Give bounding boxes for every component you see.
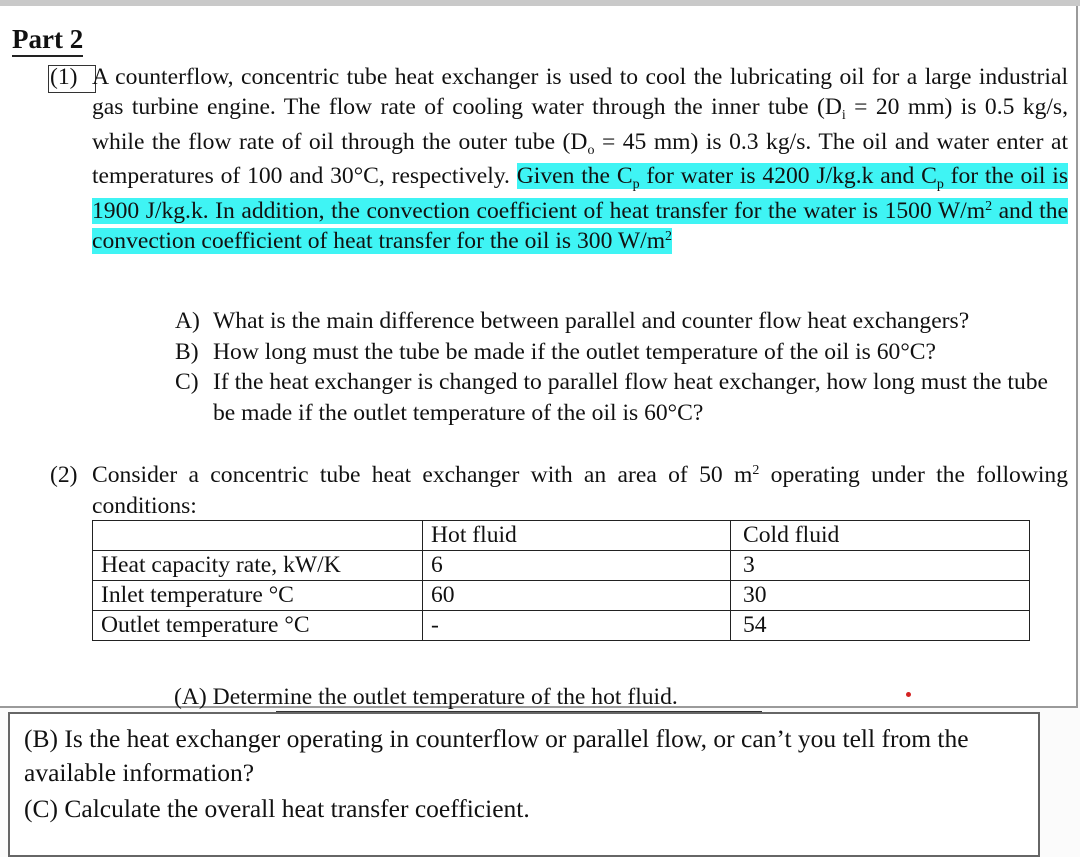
part-title: Part 2 [12,24,83,57]
table-cell: 60 [423,581,731,611]
red-dot-mark [906,692,911,697]
table-cell [93,521,423,551]
table-cell: - [423,611,731,641]
table-row [93,611,1030,641]
question-a: A) What is the main difference between parallel and counter flow heat exchangers? [175,308,970,334]
table-row [93,551,1030,581]
question-c: C) If the heat exchanger is changed to parallel flow heat exchanger, how long must the tube be made if the outlet temperature of the oil is 60°C? [175,369,1049,426]
table-cell: 6 [423,551,731,581]
table-row [93,581,1030,611]
problem-2-text: (2) Consider a concentric tube heat exchanger with an area of 50 $m^2$ operating under the following conditions: [50,462,1069,519]
problem-1-text: (1) A counterflow, concentric tube heat exchanger is used to cool the lubricating oil for a large industrial gas turbine engine. The flow rate of cooling water through the inner tube ($D_i = 20$ mm) is 0.5 kg/s, while the flow rate of oil through the outer tube ($D_o = 45$ mm) is 0.3 kg/s. The oil and water enter at temperatures of 100 and 30°C, respectively. Given the $C_p$ for water is 4200 J/kg.k and $C_p$ for the oil is 1900 J/kg.k. In addition, the convection coefficient of heat transfer for the water is 1500 $W/m^2$ and the convection coefficient of heat transfer for the oil is 300 $W/m^2$ [50,64,1069,255]
table-cell: 30 [731,581,1030,611]
table-cell: Inlet temperature °C [93,581,423,611]
table-cell: 3 [731,551,1030,581]
table-header: Hot fluid [423,521,731,551]
table-cell: 54 [731,611,1030,641]
table-header-row [93,521,1030,551]
question-b: B) How long must the tube be made if the outlet temperature of the oil is 60°C? [175,338,936,365]
question-2a: (A) Determine the outlet temperature of the hot fluid. [174,684,678,710]
table-cell: Outlet temperature °C [93,611,423,641]
highlighted-text: Given the $C_p$ for water is 4200 J/kg.k and $C_p$ for the oil is 1900 J/kg.k. In addition, the convection coefficient of heat transfer for the water is 1500 $W/m^2$ and the convection coefficient of heat transfer for the oil is 300 $W/m^2$ [92,163,1069,255]
problem-1-number: (1) [50,64,78,90]
problem-2-number: (2) [50,462,78,488]
question-2c: (C) Calculate the overall heat transfer coefficient. [24,794,530,823]
table-header: Cold fluid [731,521,1030,551]
problem-1-questions [175,306,1070,428]
conditions-table [92,520,1030,641]
question-2b: (B) Is the heat exchanger operating in counterflow or parallel flow, or can’t you tell from the available information? [24,724,969,787]
document-page-1 [0,6,1078,708]
table-cell: Heat capacity rate, kW/K [93,551,423,581]
document-page-2 [8,712,1040,857]
